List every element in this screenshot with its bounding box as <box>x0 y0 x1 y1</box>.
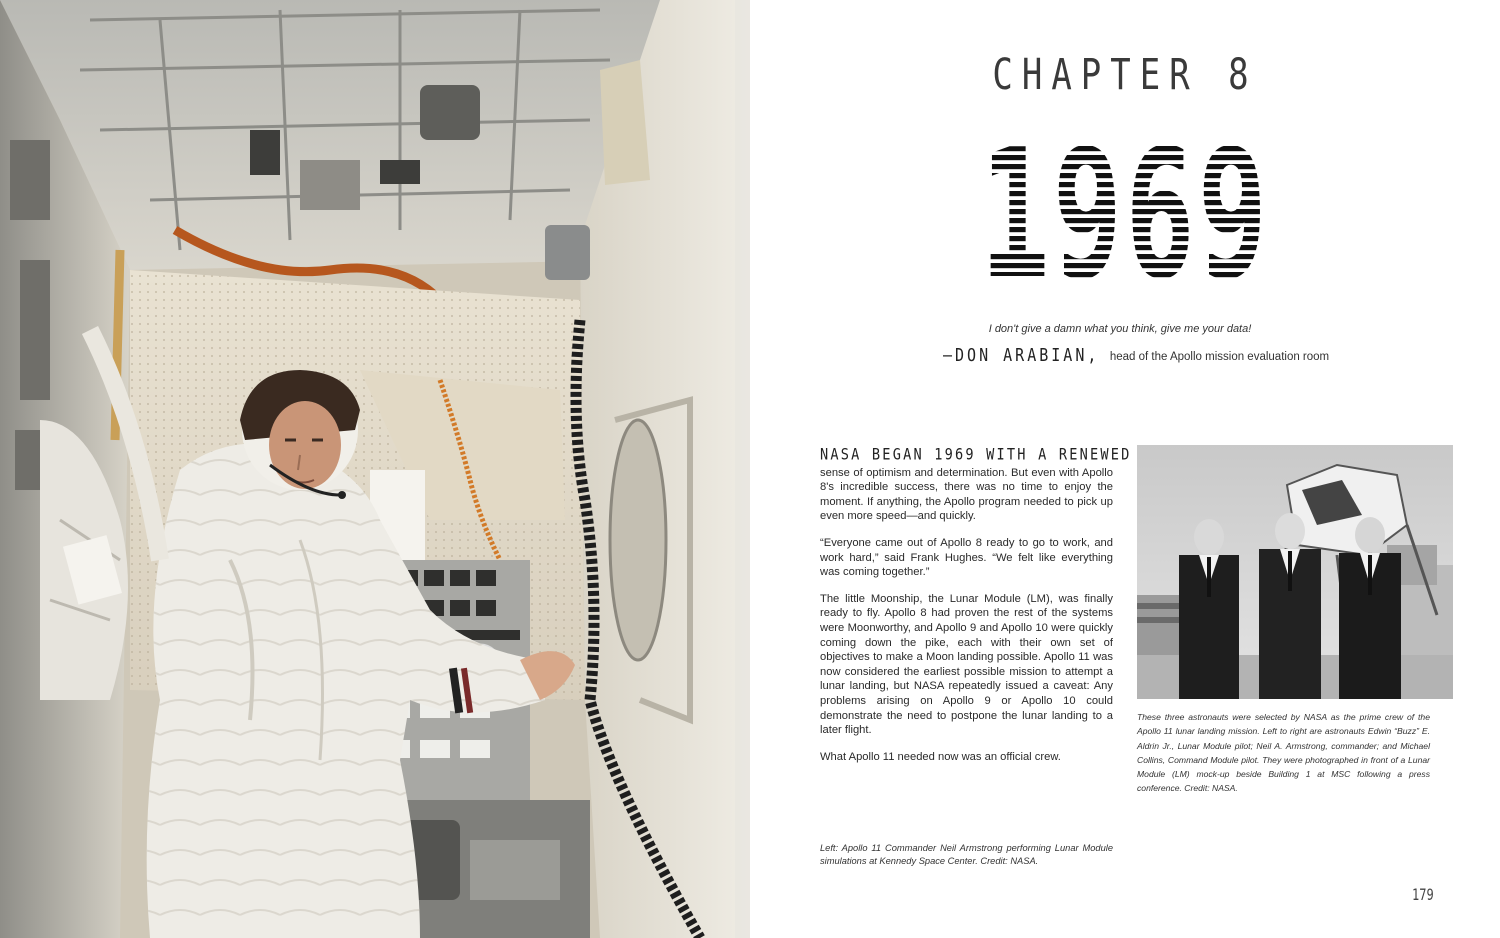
left-photo-caption: Left: Apollo 11 Commander Neil Armstrong performing Lunar Module simulations at Kennedy Space Center. Credit: NASA. <box>820 843 1113 866</box>
right-photo-caption: These three astronauts were selected by NASA as the prime crew of the Apollo 11 lunar landing mission. Left to right are astronauts Edwin “Buzz” E. Aldrin Jr., Lunar Module pilot; Neil A. Armstrong, commander; and Michael Collins, Command Module pilot. They were photographed in front of a Lunar Module (LM) mock-up beside Building 1 at MSC following a press conference. Credit: NASA. <box>1137 712 1430 794</box>
body-lead-in: NASA BEGAN 1969 WITH A RENEWED <box>820 445 1132 465</box>
epigraph-attribution <box>943 346 1343 365</box>
body-paragraph-1: sense of optimism and determination. But even with Apollo 8's incredible success, there was no time to enjoy the moment. If anything, the Apollo program needed to pick up even more speed—and quickly. <box>820 466 1113 523</box>
year-title <box>975 111 1275 318</box>
page-number: 179 <box>1412 885 1434 905</box>
year-title-text: 1969 <box>980 111 1270 318</box>
attribution-name: –DON ARABIAN, <box>943 344 1100 366</box>
apollo11-crew-photo <box>1137 445 1453 699</box>
body-paragraph-3: The little Moonship, the Lunar Module (LM), was finally ready to fly. Apollo 8 had proven the rest of the systems were Moonworthy, and Apollo 9 and Apollo 10 were quickly coming down the pike, each with their own set of objectives to make a Moon landing possible. Apollo 11 was now considered the earliest possible mission to attempt a lunar landing, but NASA repeatedly issued a caveat: Any problems arising on Apollo 9 or Apollo 10 could demonstrate the need to postpone the lunar landing to a later flight. <box>820 592 1113 737</box>
chapter-body <box>820 445 1132 776</box>
chapter-label: CHAPTER 8 <box>992 50 1258 100</box>
body-paragraph-2: “Everyone came out of Apollo 8 ready to go to work, and work hard,” said Frank Hughes. “We felt like everything was coming together.” <box>820 536 1113 579</box>
epigraph-quote: I don't give a damn what you think, give me your data! <box>988 323 1252 335</box>
attribution-role: head of the Apollo mission evaluation room <box>1109 351 1330 363</box>
body-paragraph-4: What Apollo 11 needed now was an official crew. <box>820 750 1061 763</box>
